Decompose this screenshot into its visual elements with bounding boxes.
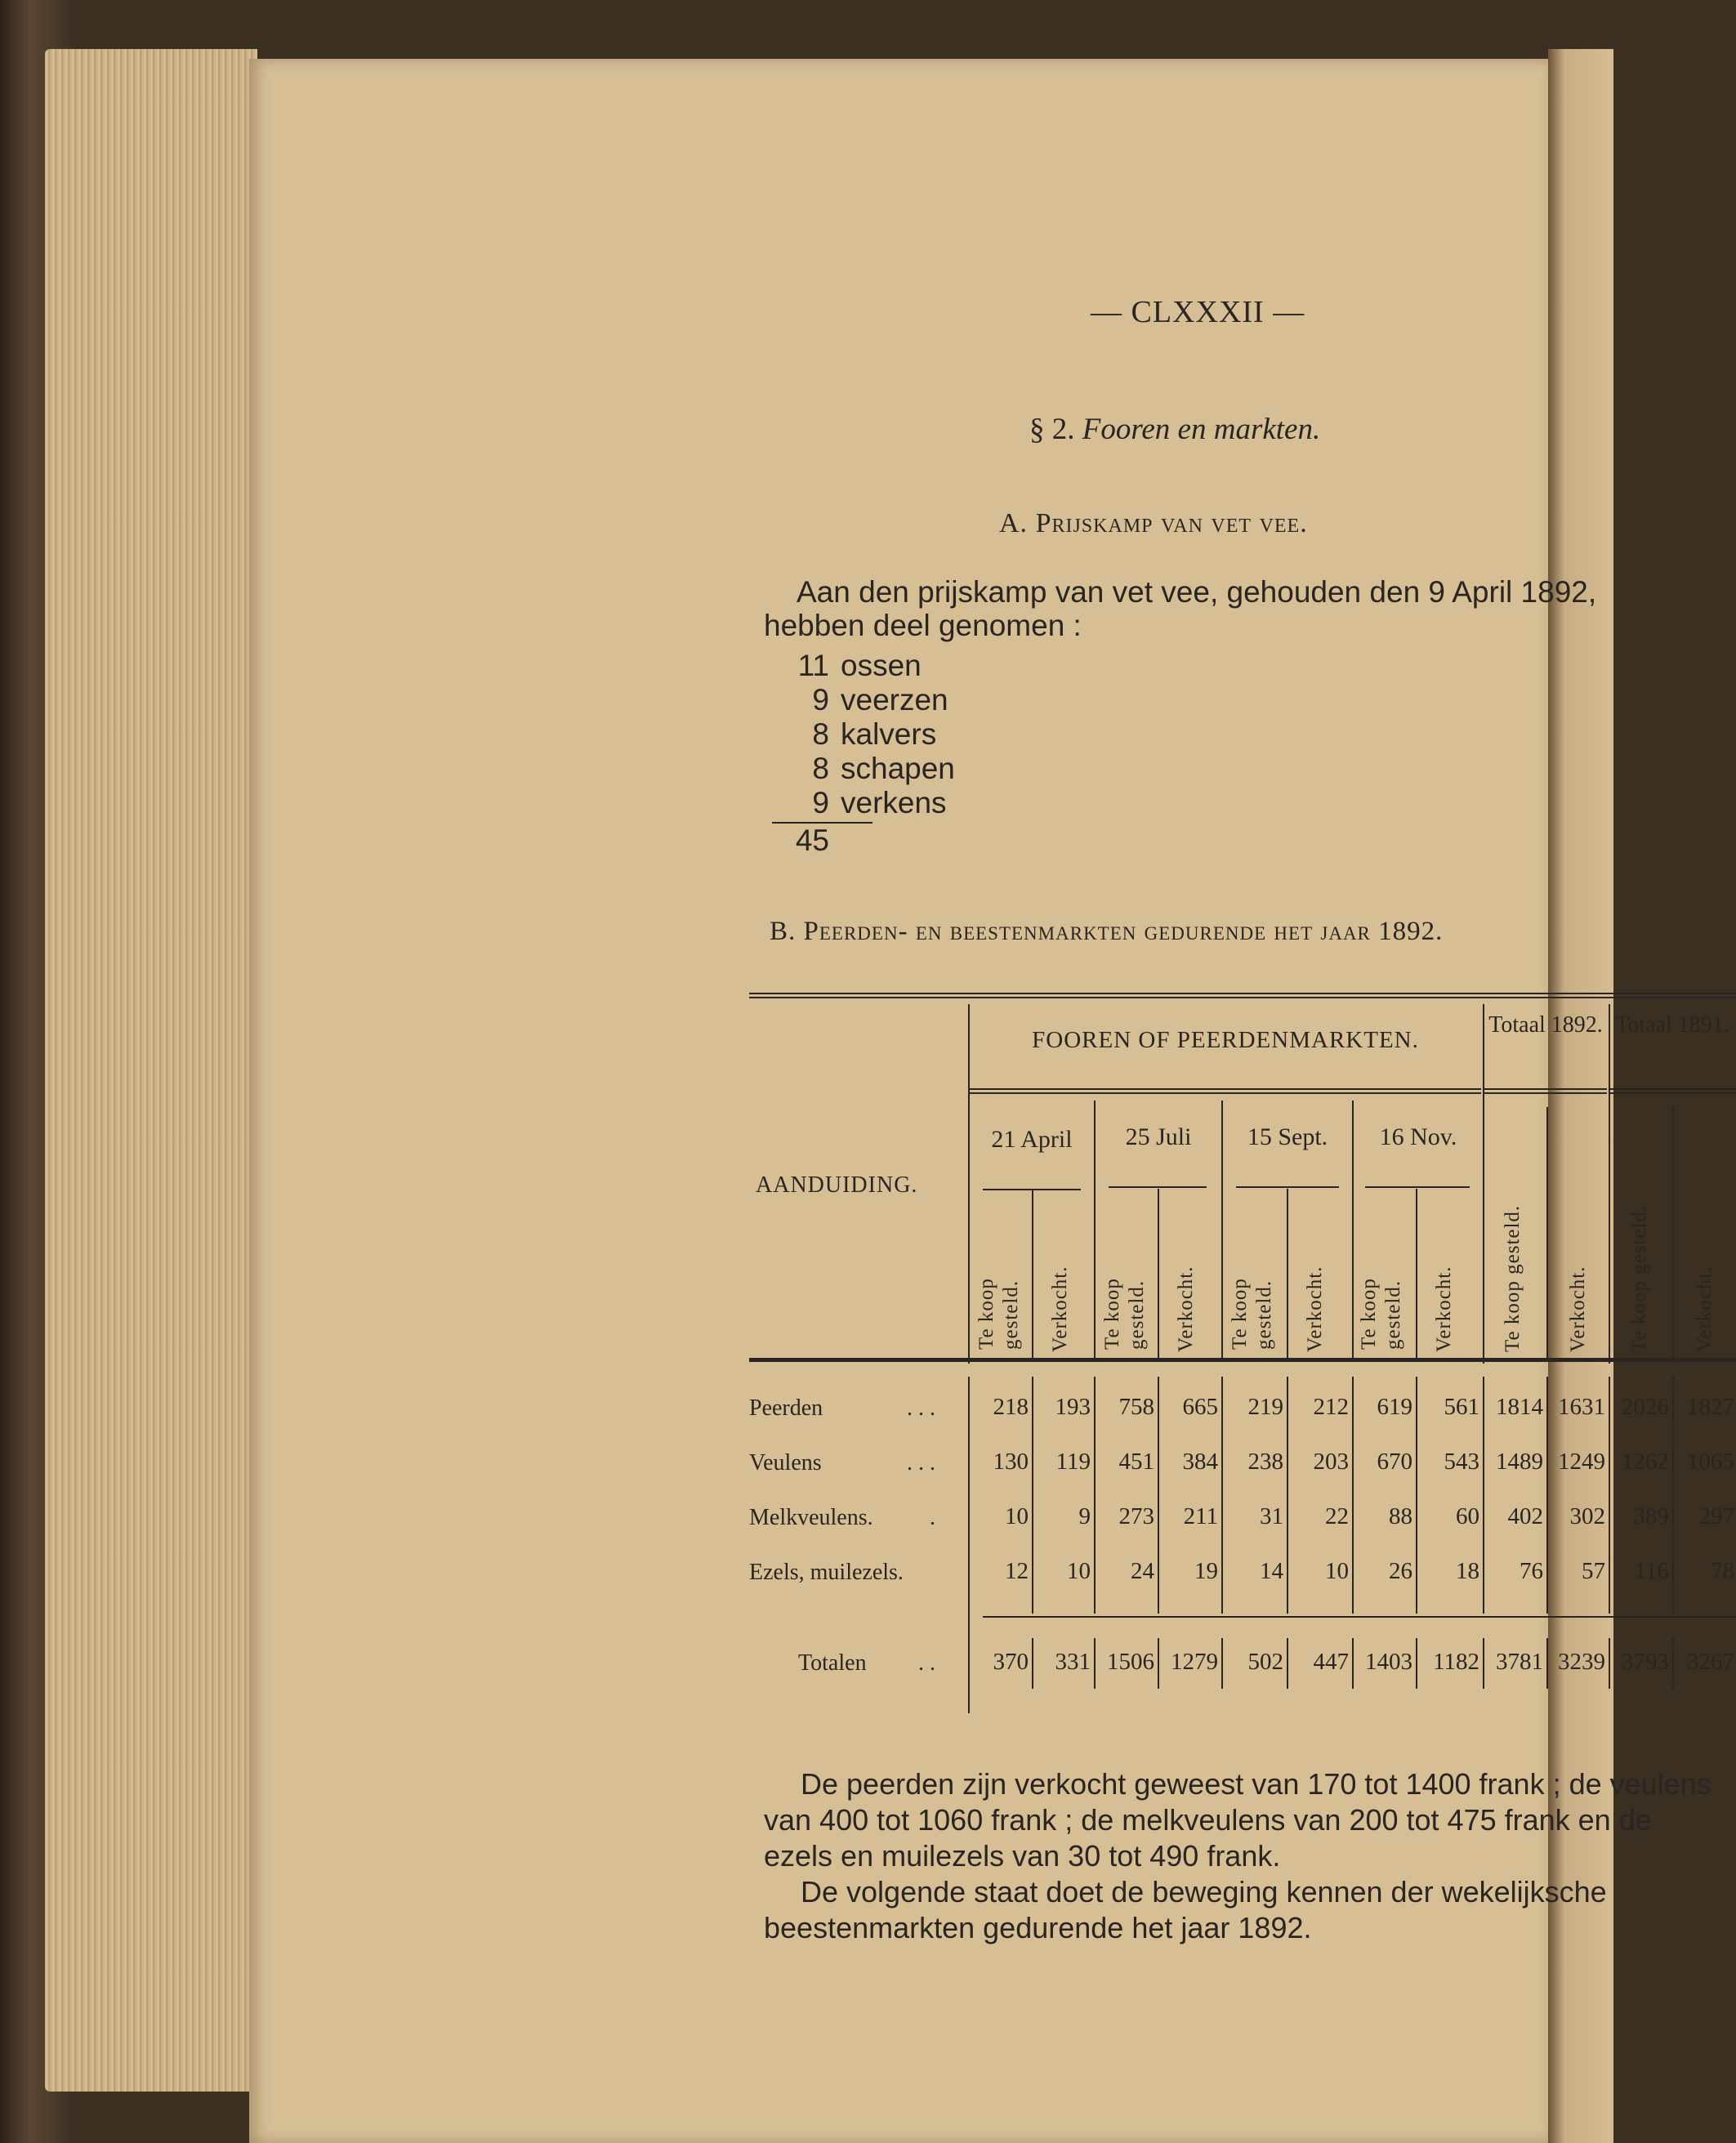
table-cell: 130	[993, 1449, 1029, 1475]
markets-table	[749, 993, 1736, 1716]
row-label-dots: . .	[918, 1650, 935, 1676]
table-cell: 22	[1325, 1503, 1349, 1529]
heading-a-prefix: A.	[999, 508, 1029, 538]
list-item	[772, 649, 955, 683]
table-cell: 1489	[1496, 1449, 1543, 1475]
table-cell: 1827	[1687, 1394, 1734, 1420]
entry-label: veerzen	[841, 683, 948, 717]
table-cell: 273	[1118, 1503, 1154, 1529]
row-label	[749, 1560, 953, 1586]
table-cell: 119	[1055, 1449, 1091, 1475]
table-cell: 3267	[1687, 1649, 1734, 1675]
entry-count: 8	[812, 717, 829, 751]
subheader-sold: Verkocht.	[1049, 1266, 1071, 1352]
table-cell: 10	[1067, 1558, 1091, 1584]
entry-count: 11	[797, 649, 829, 682]
table-cell: 302	[1569, 1503, 1605, 1529]
table-cell: 297	[1698, 1503, 1734, 1529]
paragraph-prices: De peerden zijn verkocht geweest van 170 tot 1400 frank ; de veulens van 400 tot 1060 frank ; de melkveulens van 200 tot 475 frank en de ezels en muilezels van 30 tot 490 frank.	[764, 1767, 1711, 1873]
entry-label: ossen	[841, 649, 922, 682]
table-cell: 1182	[1433, 1649, 1479, 1675]
table-cell: 1403	[1365, 1649, 1412, 1675]
table-cell: 3781	[1496, 1649, 1543, 1675]
column-rule	[1416, 1189, 1417, 1362]
table-cell: 389	[1633, 1503, 1669, 1529]
table-cell: 3793	[1622, 1649, 1669, 1675]
table-cell: 2026	[1622, 1394, 1669, 1420]
entry-count: 8	[812, 752, 829, 785]
closing-paragraphs	[764, 1766, 1711, 1946]
intro-line-2: hebben deel genomen :	[764, 609, 1082, 642]
entry-count: 9	[812, 786, 829, 819]
group-header: FOOREN OF PEERDENMARKTEN.	[1032, 1027, 1419, 1053]
table-cell: 116	[1634, 1558, 1669, 1584]
table-cell: 402	[1507, 1503, 1543, 1529]
header-rule	[970, 1088, 1481, 1094]
heading-a-title: Prijskamp van vet vee.	[1035, 508, 1308, 538]
table-cell: 1506	[1107, 1649, 1154, 1675]
list-item	[772, 786, 955, 820]
date-header: 15 Sept.	[1247, 1123, 1328, 1150]
heading-b-title: Peerden- en beestenmarkten gedurende het jaar 1892.	[803, 917, 1444, 946]
table-cell: 60	[1456, 1503, 1479, 1529]
row-label	[749, 1395, 953, 1422]
table-cell: 212	[1313, 1394, 1349, 1420]
list-item	[772, 683, 955, 717]
entries-total: 45	[795, 824, 829, 857]
table-cell: 88	[1389, 1503, 1412, 1529]
row-label-dots: .	[930, 1505, 935, 1530]
date-header: 21 April	[991, 1126, 1073, 1153]
entry-label: schapen	[841, 752, 955, 785]
page-number: — CLXXXII —	[1091, 295, 1305, 329]
date-header: 25 Juli	[1125, 1123, 1192, 1150]
subheader-offered: Te koop gesteld.	[1101, 1278, 1148, 1350]
row-label	[749, 1505, 953, 1531]
table-cell: 758	[1118, 1394, 1154, 1420]
subheader-offered: Te koop gesteld.	[975, 1278, 1022, 1350]
column-rule	[1546, 1107, 1548, 1362]
header-rule	[1610, 1088, 1736, 1094]
column-rule	[1158, 1189, 1159, 1362]
list-item	[772, 717, 955, 752]
row-label	[749, 1450, 953, 1476]
table-cell: 218	[993, 1394, 1029, 1420]
column-rule	[1483, 1004, 1484, 1364]
row-label-text: Veulens	[749, 1450, 822, 1476]
subheader-sold: Verkocht.	[1567, 1266, 1589, 1352]
subheader-sold: Verkocht.	[1694, 1266, 1716, 1352]
header-body-rule	[749, 1358, 1736, 1362]
table-cell: 1065	[1687, 1449, 1734, 1475]
row-label-text: Peerden	[749, 1395, 823, 1421]
section-title	[1029, 412, 1320, 447]
subheader-sold: Verkocht.	[1433, 1266, 1455, 1352]
table-cell: 31	[1260, 1503, 1283, 1529]
table-cell: 238	[1247, 1449, 1283, 1475]
column-rule	[1609, 1004, 1610, 1364]
entry-label: verkens	[841, 786, 947, 819]
date-rule	[1236, 1186, 1339, 1188]
table-cell: 447	[1313, 1649, 1349, 1675]
table-cell: 193	[1055, 1394, 1091, 1420]
subheader-offered: Te koop gesteld.	[1229, 1278, 1275, 1350]
table-cell: 665	[1182, 1394, 1218, 1420]
totals-rule	[983, 1616, 1736, 1618]
heading-b	[770, 917, 1443, 947]
row-label-text: Melkveulens.	[749, 1505, 873, 1530]
table-cell: 78	[1711, 1558, 1734, 1584]
page-stack-edge	[45, 49, 257, 2092]
intro-text	[764, 575, 1703, 642]
date-header: 16 Nov.	[1379, 1123, 1457, 1150]
column-rule	[968, 1004, 970, 1364]
table-cell: 1249	[1558, 1449, 1605, 1475]
subheader-offered: Te koop gesteld.	[1502, 1204, 1524, 1352]
table-cell: 384	[1182, 1449, 1218, 1475]
row-label-text: Ezels, muilezels.	[749, 1560, 904, 1585]
table-cell: 370	[993, 1649, 1029, 1675]
total-1892-header: Totaal 1892.	[1488, 1012, 1603, 1038]
column-rule	[1672, 1107, 1674, 1362]
column-rule	[1287, 1189, 1288, 1362]
table-cell: 19	[1194, 1558, 1218, 1584]
heading-b-prefix: B.	[770, 917, 797, 946]
date-rule	[1365, 1186, 1470, 1188]
table-cell: 10	[1005, 1503, 1029, 1529]
table-cell: 619	[1377, 1394, 1412, 1420]
table-cell: 12	[1005, 1558, 1029, 1584]
table-cell: 670	[1377, 1449, 1412, 1475]
header-rule	[1484, 1088, 1607, 1094]
table-cell: 76	[1520, 1558, 1543, 1584]
subheader-sold: Verkocht.	[1175, 1266, 1197, 1352]
subheader-offered: Te koop gesteld.	[1628, 1204, 1650, 1352]
table-cell: 10	[1325, 1558, 1349, 1584]
row-label-dots: . . .	[907, 1450, 935, 1476]
table-cell: 211	[1183, 1503, 1218, 1529]
entry-count: 9	[812, 683, 829, 717]
list-item	[772, 752, 955, 786]
table-cell: 24	[1131, 1558, 1154, 1584]
row-label-text: Totalen	[798, 1650, 867, 1676]
table-cell: 1279	[1171, 1649, 1218, 1675]
table-cell: 3239	[1558, 1649, 1605, 1675]
subheader-offered: Te koop gesteld.	[1358, 1278, 1404, 1350]
table-cell: 1814	[1496, 1394, 1543, 1420]
heading-a	[999, 508, 1308, 539]
column-rule	[1032, 1189, 1033, 1362]
paragraph-next: De volgende staat doet de beweging kennen der wekelijksche beestenmarkten gedurende het jaar 1892.	[764, 1875, 1607, 1944]
table-cell: 18	[1456, 1558, 1479, 1584]
table-cell: 561	[1444, 1394, 1479, 1420]
intro-line-1: Aan den prijskamp van vet vee, gehouden den 9 April 1892,	[797, 575, 1597, 609]
table-cell: 57	[1582, 1558, 1605, 1584]
table-cell: 1262	[1622, 1449, 1669, 1475]
entries-list	[772, 649, 955, 858]
section-title-text: Fooren en markten.	[1082, 413, 1321, 446]
table-cell: 26	[1389, 1558, 1412, 1584]
table-cell: 219	[1247, 1394, 1283, 1420]
row-header: AANDUIDING.	[756, 1172, 918, 1198]
total-1891-header: Totaal 1891.	[1615, 1012, 1729, 1038]
table-cell: 14	[1260, 1558, 1283, 1584]
date-rule	[1109, 1186, 1207, 1188]
entry-label: kalvers	[841, 717, 937, 751]
row-label-dots: . . .	[907, 1395, 935, 1421]
table-cell: 331	[1055, 1649, 1091, 1675]
table-cell: 1631	[1558, 1394, 1605, 1420]
table-cell: 203	[1313, 1449, 1349, 1475]
table-cell: 502	[1247, 1649, 1283, 1675]
table-top-rule	[749, 993, 1736, 998]
table-cell: 451	[1118, 1449, 1154, 1475]
section-prefix: § 2.	[1029, 413, 1075, 446]
table-cell: 9	[1078, 1503, 1091, 1529]
row-label	[798, 1650, 953, 1676]
table-cell: 543	[1444, 1449, 1479, 1475]
book-page	[249, 59, 1734, 2143]
subheader-sold: Verkocht.	[1304, 1266, 1326, 1352]
date-rule	[983, 1189, 1081, 1190]
